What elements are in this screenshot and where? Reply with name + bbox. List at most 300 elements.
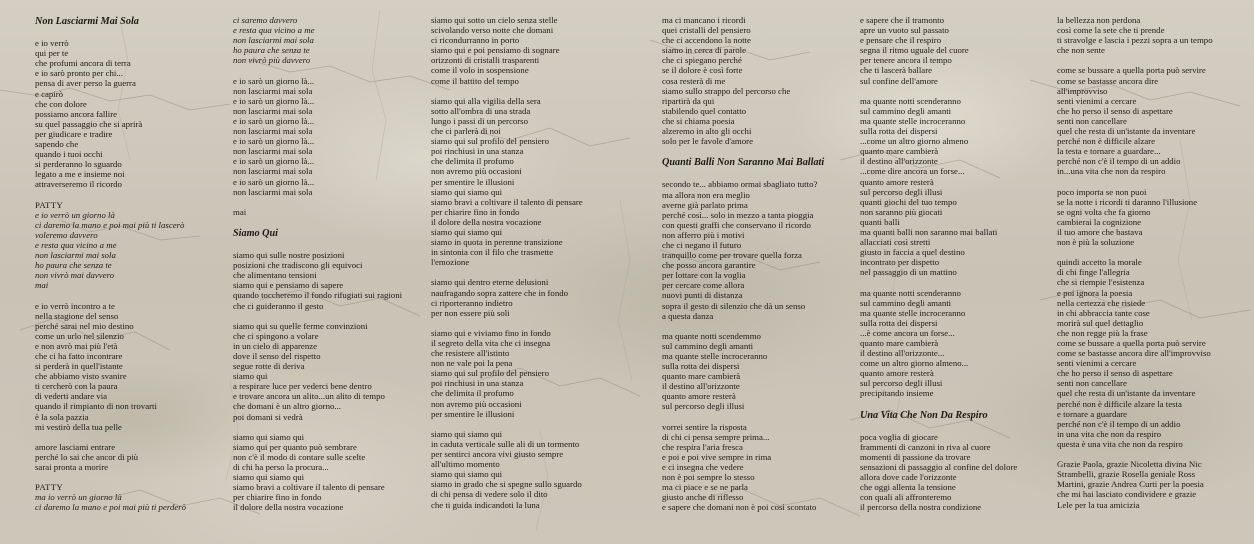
lyric-line: siamo qui dentro eterne delusioni (431, 277, 549, 288)
stanza-break (233, 240, 423, 250)
stanza-break (662, 321, 852, 331)
lyric-line: lungo i passi di un percorso (431, 115, 528, 126)
stanza-break (35, 472, 225, 482)
lyric-line: ti stravolge e lascia i pezzi sopra a un tempo (1057, 35, 1213, 46)
lyric-line: che ci ha fatto incontrare (35, 351, 123, 361)
lyric-line: nel passaggio di un mattino (860, 267, 957, 278)
lyric-line: ma quante notti scenderanno (860, 287, 961, 298)
lyric-line: quanto amore resterà (860, 368, 934, 379)
lyric-line: il tuo amore che bastava (1057, 226, 1143, 237)
stanza-break (431, 419, 621, 429)
song-title: Quanti Balli Non Saranno Mai Ballati (662, 157, 825, 169)
lyric-line: siamo in quota in perenne transizione (431, 237, 563, 248)
lyric-line: che respira l'aria fresca (662, 441, 743, 452)
stanza-break (431, 86, 621, 96)
lyric-line: segue rotte di deriva (233, 361, 305, 372)
lyric-line: per tenere ancora il tempo (860, 55, 952, 66)
lyric-line: allora dove cade l'orizzonte (860, 472, 957, 483)
lyric-line: si perderà in quell'istante (35, 361, 123, 372)
lyric-line: perché non è difficile alzare la testa (1057, 398, 1182, 409)
lyric-line: siamo qui sotto un cielo senza stelle (431, 15, 558, 25)
lyric-line: quanti balli (860, 216, 900, 227)
lyric-line: Martini, grazie Andrea Curti per la poesia (1057, 479, 1204, 490)
lyric-line: dove il senso del rispetto (233, 351, 321, 361)
lyric-line: non lasciarmi mai sola (233, 35, 314, 46)
lyric-line: quei cristalli del pensiero (662, 25, 751, 36)
lyric-line: siamo qui siamo qui (431, 428, 503, 439)
lyric-line: il destino all'orizzonte (860, 156, 938, 167)
lyric-line: all'ultimo momento (431, 459, 500, 470)
lyric-line: vorrei sentire la risposta (662, 421, 747, 432)
lyric-line: non è più la soluzione (1057, 237, 1135, 248)
lyric-line: sul percorso degli illusi (860, 378, 943, 389)
lyric-line: mai (233, 206, 247, 217)
lyric-line: voleremo davvero (35, 229, 98, 240)
lyric-line: come se bastasse ancora dire (1057, 75, 1159, 86)
lyric-line: siamo in grado che si spegne sullo sguardo (431, 479, 582, 490)
lyric-line: che alimentano tensioni (233, 270, 317, 281)
lyric-line: nella certezza che risiede (1057, 297, 1146, 308)
lyric-line: che ti lascerà ballare (860, 65, 933, 76)
lyric-line: siamo qui alla vigilia della sera (431, 95, 541, 106)
lyric-line: il dolore della nostra vocazione (233, 502, 344, 513)
lyric-line: tranquillo come per trovare quella forza (662, 250, 802, 261)
stanza-break (662, 169, 852, 179)
lyric-line: il dolore della nostra vocazione (431, 216, 542, 227)
stanza-break (860, 399, 1050, 409)
lyric-line: che ci accendono la notte (662, 35, 751, 46)
lyric-line: ma ci piace e se ne parla (662, 482, 748, 493)
lyric-line: siamo qui e pensiamo di sapere (233, 280, 344, 291)
lyric-line: quando il rimpianto di non trovarti (35, 401, 157, 412)
lyric-line: ci daremo la mano e poi mai più ti lascerò (35, 219, 185, 230)
lyric-line: senti non cancellare (1057, 378, 1127, 389)
lyric-line: di chi ha perso la procura... (233, 462, 329, 473)
lyric-line: siamo qui siamo qui (431, 186, 503, 197)
lyric-line: non lasciarmi mai sola (233, 166, 313, 177)
lyric-line: e pensare che il respiro (860, 35, 942, 46)
lyric-line: ti cercherò con la paura (35, 381, 118, 392)
lyric-line: giusto in faccia a quel destino (860, 247, 965, 258)
lyric-line: se la notte i ricordi ti daranno l'illusione (1057, 196, 1198, 207)
lyric-line: cambierai la cognizione (1057, 216, 1142, 227)
lyric-line: possiamo ancora fallire (35, 108, 118, 119)
lyric-line: che non regge più la frase (1057, 327, 1148, 338)
lyric-line: che ci parlerà di noi (431, 126, 501, 137)
lyric-line: sul percorso degli illusi (662, 401, 745, 412)
lyric-line: perché così... solo in mezzo a tanta pioggia (662, 209, 814, 220)
stanza-break (860, 422, 1050, 432)
lyric-line: di chi pensa di vedere solo il dito (431, 489, 548, 500)
lyric-line: ripartirà da qui (662, 95, 715, 106)
lyric-line: con quali ali affronteremo (860, 492, 952, 503)
stanza-break (35, 290, 225, 300)
lyric-line: non lasciarmi mai sola (233, 85, 313, 96)
lyric-line: mai (35, 280, 49, 291)
lyric-line: sul confine dell'amore (860, 75, 938, 86)
speaker-label: PATTY (35, 482, 64, 493)
lyric-line: il destino all'orizzonte... (860, 348, 945, 359)
lyric-line: per chiarire fino in fondo (431, 206, 520, 217)
lyric-line: siamo qui su quelle ferme convinzioni (233, 320, 368, 331)
lyric-line: sul cammino degli amanti (662, 340, 754, 351)
lyric-line: che delimita il profumo (431, 156, 514, 167)
lyric-line: incontrato per dispetto (860, 257, 940, 268)
lyric-line: quanto amore resterà (860, 176, 934, 187)
lyric-line: quanto mare cambierà (860, 146, 939, 157)
lyric-line: ma quante stelle incroceranno (662, 351, 768, 361)
lyric-line: e sapere che il tramonto (860, 15, 945, 25)
lyric-line: morirà sul quel dettaglio (1057, 317, 1144, 328)
lyric-line: ci riporteranno indietro (431, 297, 513, 308)
speaker-label: PATTY (35, 199, 64, 210)
lyric-line: sapendo che (35, 139, 79, 150)
lyric-line: ho paura che senza te (233, 45, 310, 56)
lyric-line: siamo qui siamo qui (431, 469, 503, 480)
lyric-line: siamo in cerca di parole (662, 45, 747, 56)
lyric-line: legato a me e insieme noi (35, 169, 125, 180)
lyric-line: Strambelli, grazie Rosella geniale Ross (1057, 469, 1196, 480)
stanza-break (233, 197, 423, 207)
lyric-line: e non avrò mai più l'età (35, 340, 118, 351)
lyric-line: per lottare con la voglia (662, 270, 746, 281)
lyric-line: per smentire le illusioni (431, 176, 515, 187)
lyric-line: scivolando verso notte che domani (431, 25, 554, 36)
lyric-line: non avremo più occasioni (431, 398, 522, 409)
lyric-line: sulla rotta dei dispersi (860, 317, 938, 328)
lyric-line: e poi ignora la poesia (1057, 287, 1133, 298)
lyric-line: all'improvviso (1057, 85, 1108, 96)
lyric-line: siamo qui e viviamo fino in fondo (431, 327, 551, 338)
lyric-line: e io sarò un giorno là... (233, 95, 315, 106)
lyric-line: non c'è il modo di contare sulle scelte (233, 451, 366, 462)
lyric-line: se il dolore è così forte (662, 65, 743, 76)
lyric-line: quando toccheremo il fondo rifugiati sui ragioni (233, 290, 403, 301)
stanza-break (662, 412, 852, 422)
lyric-line: sul cammino degli amanti (860, 297, 952, 308)
lyric-line: quel che resta di un'istante da inventare (1057, 388, 1196, 399)
lyric-line: che si riempie l'esistenza (1057, 277, 1145, 288)
lyric-line: perché non c'è il tempo di un addio (1057, 156, 1181, 167)
lyric-line: poi rinchiusi in una stanza (431, 146, 524, 157)
lyric-line: che oggi allenta la tensione (860, 482, 956, 493)
lyric-line: Lele per la tua amicizia (1057, 499, 1140, 510)
lyric-line: e io sarò pronto per chi... (35, 68, 123, 79)
lyric-line: ma quanti balli non saranno mai ballati (860, 226, 998, 237)
stanza-break (35, 28, 225, 38)
lyric-line: la testa e tornare a guardare... (1057, 146, 1161, 157)
song-title: Non Lasciarmi Mai Sola (35, 16, 139, 27)
lyric-line: si perderanno lo sguardo (35, 159, 122, 170)
text-column-2 (233, 15, 423, 513)
lyric-line: come il battito del tempo (431, 75, 519, 86)
lyric-line: la bellezza non perdona (1057, 15, 1141, 25)
lyric-line: poca voglia di giocare (860, 431, 938, 442)
lyric-line: sulla rotta dei dispersi (860, 126, 938, 137)
lyric-line: perché sarai nel mio destino (35, 320, 134, 331)
lyric-line: questa è una vita che non da respiro (1057, 438, 1183, 449)
lyric-line: in...una vita che non da respiro (1057, 166, 1166, 177)
lyric-line: ci ricondurranno in porto (431, 35, 520, 46)
lyric-line: di chi ci pensa sempre prima... (662, 431, 770, 442)
lyric-line: ma allora non era meglio (662, 189, 750, 200)
lyric-line: posizioni che tradiscono gli equivoci (233, 260, 363, 271)
stanza-break (431, 267, 621, 277)
lyric-line: ...come un altro giorno almeno (860, 136, 969, 147)
lyric-line: non vivrò mai davvero (35, 270, 115, 281)
lyric-line: siamo qui sul profilo del pensiero (431, 368, 550, 379)
lyric-line: e ci insegna che vedere (662, 462, 744, 473)
text-column-4 (662, 15, 852, 513)
lyric-line: e poi e poi vive sempre in rima (662, 451, 772, 462)
lyric-line: nuovi punti di distanza (662, 290, 743, 301)
lyric-line: allacciati così stretti (860, 237, 931, 248)
lyric-line: che ci spiegano perché (662, 55, 742, 66)
lyric-line: sarai pronta a morire (35, 462, 109, 473)
lyric-line: poi rinchiusi in una stanza (431, 378, 524, 389)
stanza-break (1057, 177, 1247, 187)
lyric-line: il percorso della nostra condizione (860, 502, 982, 513)
lyric-line: sotto all'ombra di una strada (431, 105, 531, 116)
lyric-line: ci saremo davvero (233, 15, 298, 25)
lyric-line: senti vienimi a cercare (1057, 95, 1137, 106)
lyric-line: siamo qui per quanto può sembrare (233, 441, 357, 452)
lyric-line: qui per te (35, 48, 69, 59)
lyric-line: e io verrò un giorno là (35, 209, 115, 220)
lyric-line: per cercare come allora (662, 280, 745, 291)
lyric-line: sul percorso degli illusi (860, 186, 943, 197)
lyric-line: frammenti di canzoni in riva al cuore (860, 441, 991, 452)
lyric-line: come un altro giorno almeno... (860, 358, 969, 369)
lyric-line: ho paura che senza te (35, 260, 112, 271)
lyric-line: non afferro più i motivi (662, 229, 745, 240)
lyric-line: e resta qua vicino a me (233, 25, 315, 36)
text-column-3 (431, 15, 621, 510)
lyric-line: siamo qui siamo qui (431, 226, 503, 237)
lyric-line: poi domani si vedrà (233, 411, 303, 422)
lyric-line: perché non c'è il tempo di un addio (1057, 418, 1181, 429)
lyric-line: di vederti andare via (35, 391, 108, 402)
lyric-line: quanto mare cambierà (860, 338, 939, 348)
lyric-line: ma quante stelle incroceranno (860, 115, 966, 126)
lyric-line: non vivrò più davvero (233, 55, 311, 66)
lyric-line: per smentire le illusioni (431, 408, 515, 419)
lyric-line: e io verrò incontro a te (35, 300, 115, 311)
stanza-break (1057, 449, 1247, 459)
lyric-line: quindi accetto la morale (1057, 257, 1142, 268)
lyric-line: che domani è un altro giorno... (233, 401, 341, 412)
stanza-break (233, 422, 423, 432)
lyric-line: che ci guideranno il gesto (233, 300, 324, 311)
lyric-line: non avremo più occasioni (431, 166, 522, 177)
lyric-line: il segreto della vita che ci insegna (431, 338, 551, 348)
lyric-line: in sintonia con il filo che trasmette (431, 247, 554, 258)
lyric-line: non lasciarmi mai sola (233, 105, 313, 116)
lyric-line: non ne vale poi la pena (431, 358, 513, 369)
stanza-break (860, 86, 1050, 96)
lyric-line: e io sarò un giorno là... (233, 136, 315, 147)
lyric-line: che posso ancora garantire (662, 260, 756, 271)
lyric-line: quando i tuoi occhi (35, 149, 103, 160)
lyric-line: ma quante stelle incroceranno (860, 307, 966, 318)
lyric-line: che ci spingono a volare (233, 330, 319, 341)
lyric-line: per non essere più soli (431, 307, 510, 318)
lyric-line: se ogni volta che fa giorno (1057, 206, 1151, 217)
stanza-break (431, 318, 621, 328)
lyric-line: secondo te... abbiamo ormai sbagliato tutto? (662, 179, 818, 190)
stanza-break (233, 65, 423, 75)
lyric-line: che mi hai lasciato condividere e grazie (1057, 489, 1197, 500)
lyric-line: che si chiama poesia (662, 115, 735, 126)
lyric-line: in una vita che non da respiro (1057, 428, 1162, 439)
lyric-line: che ho perso il senso di aspettare (1057, 368, 1173, 379)
song-title: Siamo Qui (233, 227, 279, 239)
lyric-line: e io verrò (35, 38, 69, 49)
lyric-line: siamo qui sulle nostre posizioni (233, 250, 345, 261)
lyric-line: non è poi sempre lo stesso (662, 472, 755, 483)
text-column-1 (35, 15, 225, 513)
lyric-line: in caduta verticale sulle ali di un tormento (431, 438, 580, 449)
lyric-line: che non sente (1057, 45, 1105, 56)
lyric-line: che resistere all'istinto (431, 348, 510, 359)
lyric-line: perché lo sai che ancor di più (35, 451, 139, 462)
lyric-line: ma io verrò un giorno là (35, 492, 122, 503)
lyric-line: averne già parlato prima (662, 199, 748, 210)
lyric-line: per sentirci ancora vivi giusto sempre (431, 449, 564, 460)
lyric-line: che ci negano il futuro (662, 239, 742, 250)
lyric-line: per giudicare e tradire (35, 128, 113, 139)
lyric-line: naufragando sopra zattere che in fondo (431, 287, 569, 298)
lyric-line: non lasciarmi mai sola (233, 126, 313, 137)
lyric-line: cosa resterà di me (662, 75, 726, 86)
lyric-line: quanti giochi del tuo tempo (860, 196, 957, 207)
lyric-line: per chiarire fino in fondo (233, 492, 322, 503)
lyric-line: apre un vuoto sul passato (860, 25, 949, 36)
lyric-line: e io sarò un giorno là... (233, 75, 315, 86)
lyric-line: quanto amore resterà (662, 391, 736, 402)
lyric-line: con questi graffi che conservano il ricordo (662, 219, 811, 230)
stanza-break (35, 432, 225, 442)
lyric-line: e resta qua vicino a me (35, 239, 117, 250)
lyric-line: quel che resta di un'istante da inventare (1057, 126, 1196, 137)
lyric-line: in chi abbraccia tante cose (1057, 307, 1150, 318)
lyric-line: il destino all'orizzonte (662, 381, 740, 392)
stanza-break (233, 311, 423, 321)
lyric-line: attraverseremo il ricordo (35, 179, 122, 190)
lyric-line: nella stagione del senso (35, 310, 119, 321)
lyric-line: sensazioni di passaggio al confine del dolore (860, 462, 1018, 473)
lyric-line: ...come dire ancora un forse... (860, 166, 965, 177)
lyric-line: che ho perso il senso di aspettare (1057, 105, 1173, 116)
lyric-line: momenti di passione da trovare (860, 451, 971, 462)
lyric-line: a respirare luce per vederci bene dentro (233, 381, 372, 392)
lyric-line: poco importa se non puoi (1057, 186, 1147, 197)
lyric-line: e tornare a guardare (1057, 408, 1128, 419)
text-column-6 (1057, 15, 1247, 510)
lyric-line: alzeremo in alto gli occhi (662, 126, 752, 137)
lyric-line: sul cammino degli amanti (860, 105, 952, 116)
lyric-line: su quel passaggio che si aprirà (35, 118, 143, 129)
lyric-line: di chi finge l'allegria (1057, 267, 1130, 278)
lyric-line: precipitando insieme (860, 388, 934, 399)
lyric-line: ma quante notti scenderanno (860, 95, 961, 106)
lyric-line: senti vienimi a cercare (1057, 358, 1137, 369)
lyric-line: non lasciarmi mai sola (35, 250, 116, 261)
lyric-line: ci daremo la mano e poi mai più ti perderò (35, 502, 187, 513)
lyric-line: ...è come ancora un forse... (860, 327, 955, 338)
lyric-line: come il volo in sospensione (431, 65, 529, 76)
lyric-line: siamo bravi a coltivare il talento di pensare (431, 196, 583, 207)
lyric-line: siamo qui siamo qui (233, 431, 305, 442)
stanza-break (1057, 247, 1247, 257)
lyric-line: che ti guida indicandoti la luna (431, 499, 540, 510)
lyric-line: come se bastasse ancora dire all'improvviso (1057, 348, 1211, 359)
lyric-line: senti non cancellare (1057, 115, 1127, 126)
lyric-line: a questa danza (662, 310, 714, 321)
lyric-line: giusto anche di riflesso (662, 492, 744, 503)
stanza-break (662, 146, 852, 156)
lyric-line: siamo bravi a coltivare il talento di pensare (233, 482, 385, 493)
lyric-line: che delimita il profumo (431, 388, 514, 399)
lyric-line: così come la sete che ti prende (1057, 25, 1165, 36)
lyric-line: in un cielo di apparenze (233, 340, 318, 351)
stanza-break (233, 217, 423, 227)
lyric-line: non saranno più giocati (860, 206, 943, 217)
lyric-line: ma quante notti scendemmo (662, 330, 761, 341)
lyric-line: e io sarò un giorno là... (233, 156, 315, 167)
lyric-line: ma ci mancano i ricordi (662, 15, 746, 25)
lyric-line: perché non è difficile alzare (1057, 136, 1156, 147)
lyric-line: pensa di aver perso la guerra (35, 78, 136, 89)
lyric-line: amore lasciami entrare (35, 441, 116, 452)
lyric-line: mi vestirò della tua pelle (35, 421, 122, 432)
lyric-line: siamo sullo strappo del percorso che (662, 85, 791, 96)
lyric-line: come un urlo nel silenzio (35, 330, 124, 341)
lyric-line: e io sarò un giorno là... (233, 115, 315, 126)
lyric-line: siamo qui sul profilo del pensiero (431, 136, 550, 147)
stanza-break (860, 277, 1050, 287)
lyric-line: orizzonti di cristalli trasparenti (431, 55, 540, 66)
lyric-line: come se bussare a quella porta può servire (1057, 338, 1206, 348)
lyric-line: siamo qui e poi pensiamo di sognare (431, 45, 560, 56)
lyric-line: segna il ritmo uguale del cuore (860, 45, 969, 56)
lyric-line: e trovare ancora un alito...un alito di tempo (233, 391, 385, 402)
lyric-line: non lasciarmi mai sola (233, 186, 313, 197)
stanza-break (35, 190, 225, 200)
stanza-break (1057, 55, 1247, 65)
lyric-line: è la sola pazzia (35, 411, 89, 422)
lyric-line: stabilendo quel contatto (662, 105, 747, 116)
text-column-5 (860, 15, 1050, 513)
lyric-line: che con dolore (35, 98, 87, 109)
lyric-line: e io sarò un giorno là... (233, 176, 315, 187)
lyric-line: l'emozione (431, 257, 470, 268)
song-title: Una Vita Che Non Da Respiro (860, 409, 988, 421)
lyric-line: e sapere che domani non è poi così scontato (662, 502, 817, 513)
lyric-line: e capirò (35, 88, 64, 99)
lyric-line: come se bussare a quella porta può servire (1057, 65, 1206, 76)
lyric-line: solo per le favole d'amore (662, 136, 753, 147)
lyric-line: siamo qui siamo qui (233, 472, 305, 483)
lyric-line: Grazie Paola, grazie Nicoletta divina Nic (1057, 459, 1202, 470)
lyric-line: non lasciarmi mai sola (233, 146, 313, 157)
lyric-line: sopra il gesto di silenzio che dà un senso (662, 300, 806, 311)
lyric-line: che profumi ancora di terra (35, 58, 131, 69)
lyric-line: siamo qui (233, 371, 268, 382)
lyric-line: sulla rotta dei dispersi (662, 361, 740, 372)
lyric-line: quanto mare cambierà (662, 371, 741, 382)
lyric-line: che abbiamo visto svanire (35, 371, 127, 382)
